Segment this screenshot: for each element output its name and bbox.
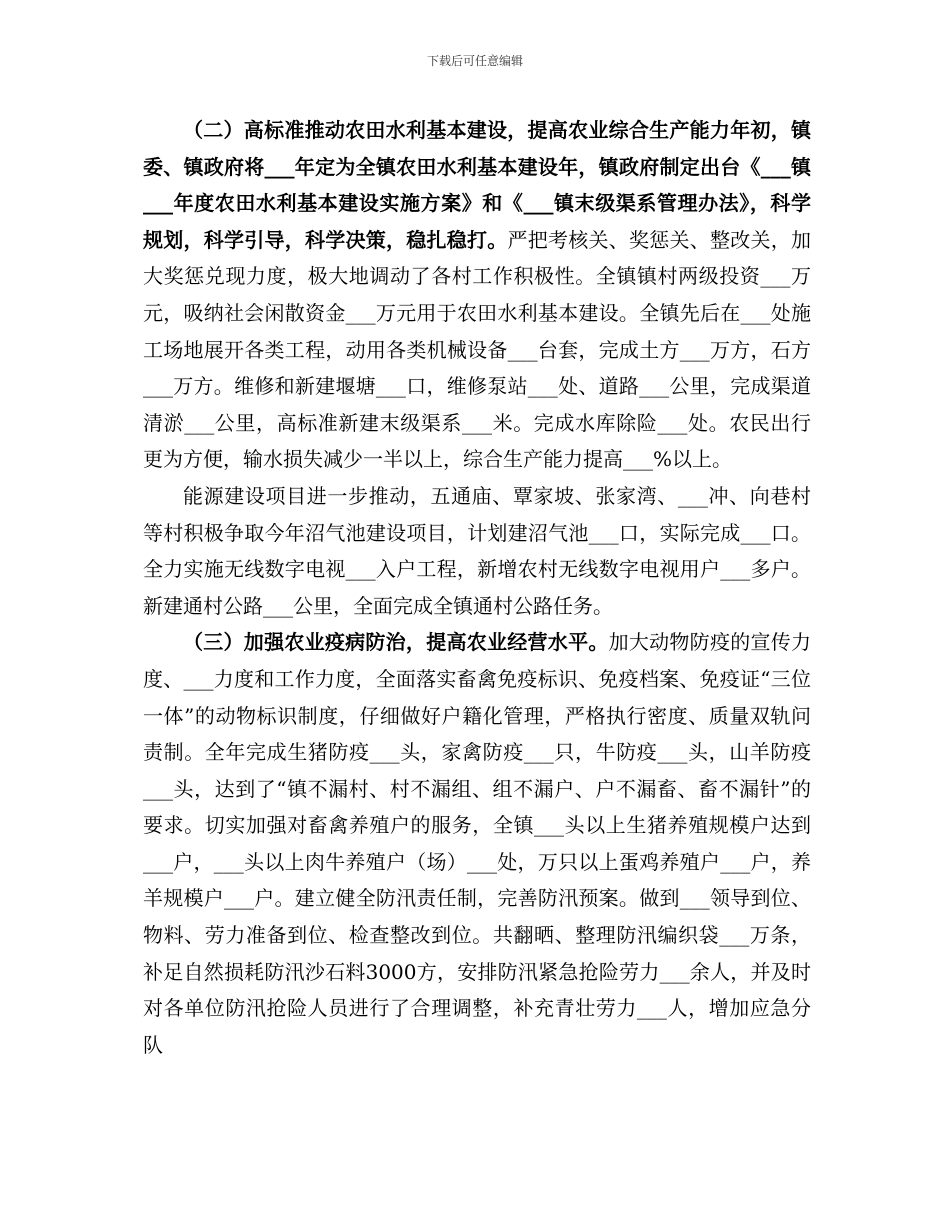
paragraph-heading: （三）加强农业疫病防治，提高农业经营水平。: [183, 630, 609, 655]
paragraph-energy-construction: [143, 478, 811, 624]
paragraph-heading: （二）高标准推动农田水利基本建设，提高农业综合生产能力年初，镇委、镇政府将___年定为全镇农田水利基本建设年，镇政府制定出台《___镇___年度农田水利基本建设实施方案》和《___镇末级渠系管理办法》，科学规划，科学引导，科学决策，稳扎稳打。: [143, 118, 811, 252]
paragraph-farmland-irrigation: [143, 112, 811, 478]
paragraph-text: 加大动物防疫的宣传力度、___力度和工作力度，全面落实畜禽免疫标识、免疫档案、免疫证“三位一体”的动物标识制度，仔细做好户籍化管理，严格执行密度、质量双轨问责制。全年完成生猪防疫___头，家禽防疫___只，牛防疫___头，山羊防疫___头，达到了“镇不漏村、村不漏组、组不漏户、户不漏畜、畜不漏针”的要求。切实加强对畜禽养殖户的服务，全镇___头以上生猪养殖规模户达到___户，___头以上肉牛养殖户（场）___处，万只以上蛋鸡养殖户___户，养羊规模户___户。建立健全防汛责任制，完善防汛预案。做到___领导到位、物料、劳力准备到位、检查整改到位。共翻晒、整理防汛编织袋___万条，补足自然损耗防汛沙石料3000方，安排防汛紧急抢险劳力___余人，并及时对各单位防汛抢险人员进行了合理调整，补充青壮劳力___人，增加应急分队: [143, 630, 812, 1057]
paragraph-text: 严把考核关、奖惩关、整改关，加大奖惩兑现力度，极大地调动了各村工作积极性。全镇镇村两级投资___万元，吸纳社会闲散资金___万元用于农田水利基本建设。全镇先后在___处施工场地展开各类工程，动用各类机械设备___台套，完成土方___万方，石方___万方。维修和新建堰塘___口，维修泵站___处、道路___公里，完成渠道清淤___公里，高标准新建末级渠系___米。完成水库除险___处。农民出行更为方便，输水损失减少一半以上，综合生产能力提高___%以上。: [143, 227, 811, 472]
document-body: [143, 112, 811, 1063]
paragraph-disease-prevention: [143, 624, 811, 1063]
page-header: 下载后可任意编辑: [426, 54, 523, 68]
paragraph-text: 能源建设项目进一步推动，五通庙、覃家坡、张家湾、___冲、向巷村等村积极争取今年沼气池建设项目，计划建沼气池___口，实际完成___口。全力实施无线数字电视___入户工程，新增农村无线数字电视用户___多户。新建通村公路___公里，全面完成全镇通村公路任务。: [143, 483, 811, 618]
